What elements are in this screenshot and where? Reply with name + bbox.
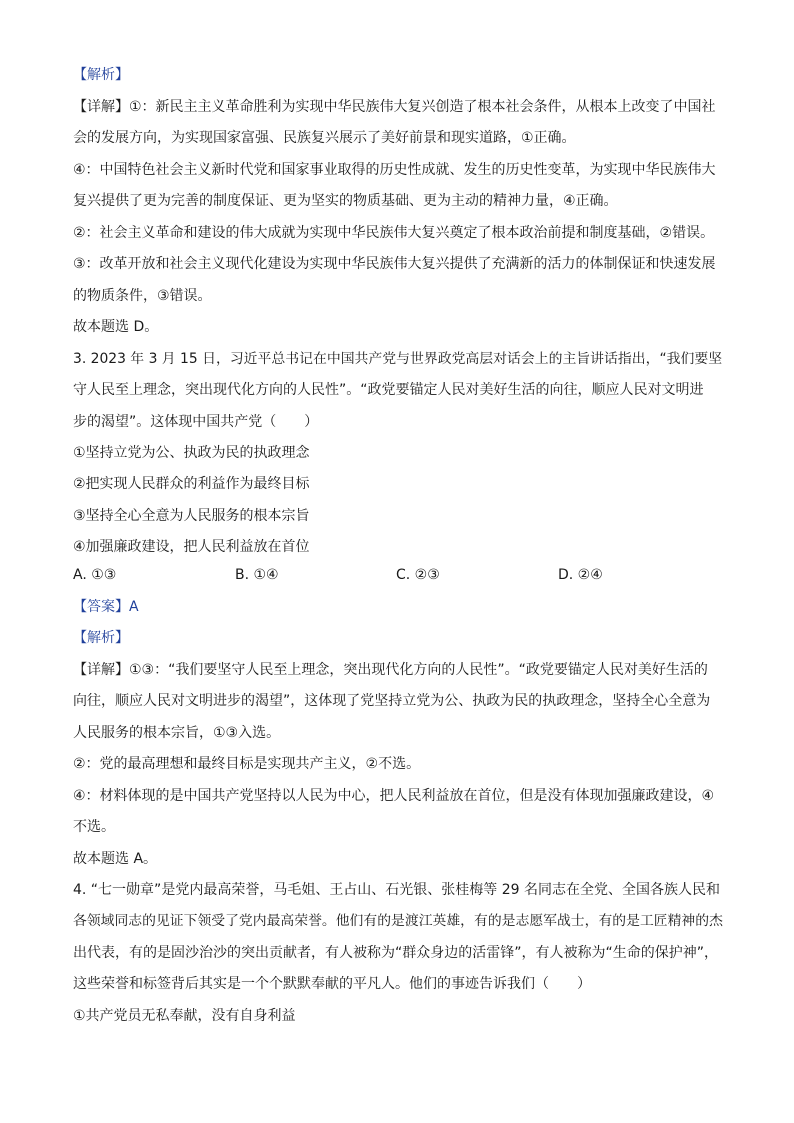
option-b: B. ①④ <box>235 567 279 583</box>
option-a: A. ①③ <box>73 567 117 583</box>
option-c: C. ②③ <box>396 567 440 583</box>
statement-item: ②把实现人民群众的利益作为最终目标 <box>73 476 310 492</box>
question-stem-line: 出代表，有的是固沙治沙的突出贡献者，有人被称为“群众身边的活雷锋”，有人被称为“生命的保护神”， <box>73 945 719 961</box>
analysis-line: 人民服务的根本宗旨，①③入选。 <box>73 725 281 741</box>
analysis-line: ④：中国特色社会主义新时代党和国家事业取得的历史性成就、发生的历史性变革，为实现中华民族伟大 <box>73 162 716 178</box>
analysis-line: ②：党的最高理想和最终目标是实现共产主义，②不选。 <box>73 756 421 772</box>
statement-item: ①共产党员无私奉献，没有自身利益 <box>73 1008 296 1024</box>
question-stem-line: 守人民至上理念，突出现代化方向的人民性”。“政党要锚定人民对美好生活的向往，顺应人民对文明进 <box>73 382 704 398</box>
analysis-line: 【详解】①：新民主主义革命胜利为实现中华民族伟大复兴创造了根本社会条件，从根本上改变了中国社 <box>73 99 716 115</box>
analysis-line: 会的发展方向，为实现国家富强、民族复兴展示了美好前景和现实道路，①正确。 <box>73 130 576 146</box>
question-stem-line: 步的渴望”。这体现中国共产党（ ） <box>73 414 319 430</box>
question-stem-line: 3. 2023 年 3 月 15 日，习近平总书记在中国共产党与世界政党高层对话会上的主旨讲话指出，“我们要坚 <box>73 351 723 367</box>
option-d: D. ②④ <box>558 567 603 583</box>
analysis-line: ②：社会主义革命和建设的伟大成就为实现中华民族伟大复兴奠定了根本政治前提和制度基础，②错误。 <box>73 225 715 241</box>
analysis-line: ④：材料体现的是中国共产党坚持以人民为中心，把人民利益放在首位，但是没有体现加强廉政建设，④ <box>73 788 715 804</box>
analysis-header: 【解析】 <box>73 67 129 83</box>
question-stem-line: 各领域同志的见证下领受了党内最高荣誉。他们有的是渡江英雄，有的是志愿军战士，有的是工匠精神的杰 <box>73 913 723 929</box>
analysis-header: 【解析】 <box>73 630 129 646</box>
statement-item: ③坚持全心全意为人民服务的根本宗旨 <box>73 508 310 524</box>
analysis-line: 不选。 <box>73 819 115 835</box>
answer-options <box>73 565 723 585</box>
conclusion-line: 故本题选 D。 <box>73 319 159 335</box>
question-stem-line: 这些荣誉和标签背后其实是一个个默默奉献的平凡人。他们的事迹告诉我们（ ） <box>73 976 591 992</box>
statement-item: ④加强廉政建设，把人民利益放在首位 <box>73 539 310 555</box>
analysis-line: 向往，顺应人民对文明进步的渴望”，这体现了党坚持立党为公、执政为民的执政理念，坚持全心全意为 <box>73 693 711 709</box>
statement-item: ①坚持立党为公、执政为民的执政理念 <box>73 445 310 461</box>
analysis-line: 【详解】①③：“我们要坚守人民至上理念，突出现代化方向的人民性”。“政党要锚定人民对美好生活的 <box>73 662 708 678</box>
conclusion-line: 故本题选 A。 <box>73 851 158 867</box>
analysis-line: 复兴提供了更为完善的制度保证、更为坚实的物质基础、更为主动的精神力量，④正确。 <box>73 193 618 209</box>
question-stem-line: 4. “七一勋章”是党内最高荣誉，马毛姐、王占山、石光银、张桂梅等 29 名同志在全党、全国各族人民和 <box>73 882 721 898</box>
analysis-line: ③：改革开放和社会主义现代化建设为实现中华民族伟大复兴提供了充满新的活力的体制保证和快速发展 <box>73 256 716 272</box>
answer-label: 【答案】A <box>73 599 139 615</box>
analysis-line: 的物质条件，③错误。 <box>73 288 212 304</box>
